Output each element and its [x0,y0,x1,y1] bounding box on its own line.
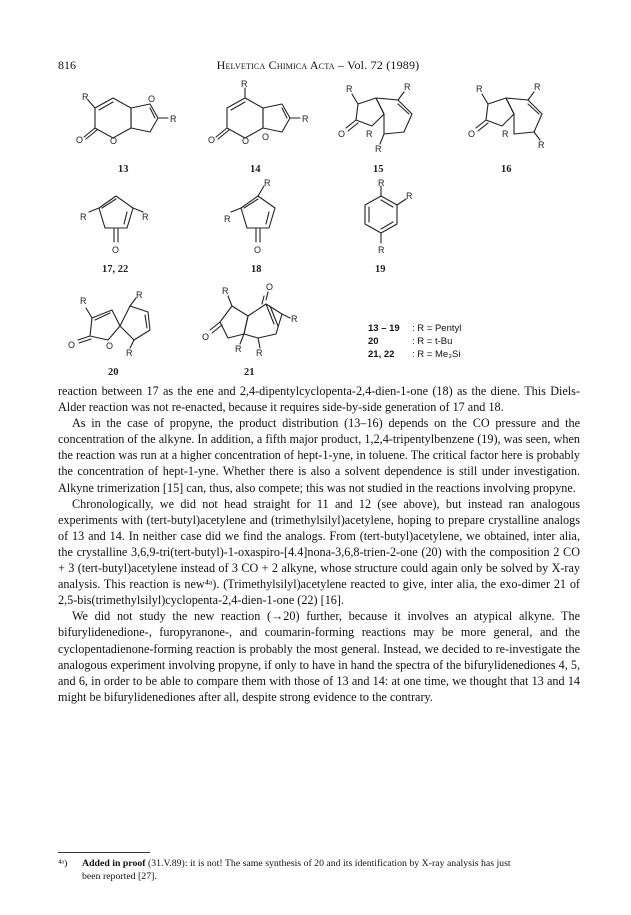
ring [263,104,290,132]
journal-volume: – Vol. 72 (1989) [337,58,420,72]
ring [486,98,514,126]
ring [241,196,275,228]
o-label: O [112,245,120,255]
r-label: R [404,82,411,92]
compound-label-16: 16 [501,164,512,175]
compound-label-13: 13 [118,164,129,175]
footnote-label: Added in proof [82,858,146,869]
ring [356,98,384,126]
legend-substituent: : R = Pentyl [412,323,462,334]
r-label: R [235,344,242,354]
r-label: R [291,314,298,324]
ring [365,196,397,233]
r-label: R [80,296,87,306]
compound-label-21: 21 [244,367,255,378]
legend-substituent: : R = Me₃Si [412,349,461,360]
r-label: R [406,191,413,201]
compound-label-14: 14 [250,164,261,175]
r-label: R [126,348,133,358]
r-label: R [224,214,231,224]
legend-row [368,348,461,361]
r-label: R [502,129,509,139]
ring [90,310,120,340]
o-label: O [68,340,76,350]
footnote-marker: ⁴ᵃ) [58,858,68,869]
r-label: R [538,140,545,150]
o-label: O [266,282,274,292]
o-label: O [148,94,156,104]
structure-21 [202,282,298,378]
r-label: R [82,92,89,102]
ring [227,98,263,138]
o-label: O [338,129,346,139]
compound-label-19: 19 [375,264,386,275]
footnote-date: (31.V.89): [147,858,188,869]
o-label: O [106,341,114,351]
substituent-legend [368,322,461,361]
o-label: O [254,245,262,255]
r-label: R [264,178,271,188]
r-label: R [241,79,248,89]
r-label: R [476,84,483,94]
structure-19 [365,178,413,275]
structure-15 [338,82,412,175]
legend-row [368,335,461,348]
legend-compounds: 13 – 19 [368,323,400,334]
paragraph: We did not study the new reaction (→20) further, because it involves an atypical alkyne. The bifurylidenedione-, furopyranone-, and coumarin-forming reactions may be more general, and the cyclopentadienone-forming reaction is probably the most general. Instead, we decided to re-investigate the analogous experiment involving propyne, if only to have in hand the spectra of the bifurylidenediones 4, 5, and 6, in order to be able to compare them with those of 13 and 14: at one time, we thought that 13 and 14 might be bifurylidenediones after all, despite strong evidence to the contrary. [58,609,580,704]
paragraph: reaction between 17 as the ene and 2,4-dipentylcyclopenta-2,4-dien-1-one (18) as the diene. This Diels-Alder reaction was not re-enacted, because it requires side-by-side generation of 17 and 18. [58,384,580,415]
r-label: R [170,114,177,124]
compound-label-17-22: 17, 22 [102,264,129,275]
o-label: O [262,132,270,142]
o-label: O [202,332,210,342]
o-label: O [110,136,118,146]
legend-compounds: 20 [368,336,379,347]
ring [120,306,150,340]
footnote-rule [58,852,150,853]
r-label: R [80,212,87,222]
structure-20 [68,290,150,378]
o-label: O [76,135,84,145]
footnote-text-continued: been reported [27]. [82,870,157,882]
r-label: R [302,114,309,124]
legend-compounds: 21, 22 [368,349,395,360]
r-label: R [222,286,229,296]
paragraph: As in the case of propyne, the product distribution (13–16) depends on the CO pressure and the concentration of the alkyne. In addition, a fifth major product, 1,2,4-tripentylbenzene (19), was seen, when the reaction was run at a higher concentration of hept-1-yne, in toluene. The critical factor here is probably the concentration of hept-1-yne. Whether there is also a solvent dependence is still under investigation. Alkyne trimerization [15] can, thus, also compete; this was not studied in the reactions involving propyne. [58,416,580,495]
journal-name: Helvetica Chimica Acta [216,58,335,72]
r-label: R [534,82,541,92]
compound-label-18: 18 [251,264,262,275]
structure-14 [208,79,309,175]
structure-17-22 [80,196,149,275]
r-label: R [136,290,143,300]
structure-18 [224,178,275,275]
r-label: R [366,129,373,139]
r-label: R [142,212,149,222]
o-label: O [208,135,216,145]
r-label: R [378,178,385,188]
ring [95,98,131,138]
page-number: 816 [58,58,76,72]
ring [99,196,133,228]
structures-scheme [0,0,631,380]
footnote [58,858,580,883]
r-label: R [346,84,353,94]
compound-label-20: 20 [108,367,119,378]
r-label: R [375,144,382,154]
compound-label-15: 15 [373,164,384,175]
structure-13 [76,92,177,175]
legend-row [368,322,461,335]
structure-16 [468,82,545,175]
r-label: R [378,245,385,255]
legend-substituent: : R = t-Bu [412,336,453,347]
o-label: O [242,136,250,146]
body-text [58,383,580,705]
o-label: O [468,129,476,139]
r-label: R [256,348,263,358]
paragraph: Chronologically, we did not head straight for 11 and 12 (see above), but instead ran analogous experiments with (tert-butyl)acetylene and (trimethylsilyl)acetylene, hoping to prepare crystalline analogs of 13 and 14. In neither case did we find the analogs. From (tert-butyl)acetylene, we obtained, inter alia, the crystalline 3,6,9-tri(tert-butyl)-1-oxaspiro-[4.4]nona-3,6,8-trien-2-one (20) with the composition 2 CO + 3 (tert-butyl)acetylene instead of 3 CO + 2 alkyne, whose structure could again only be solved by X-ray analysis. This reaction is new⁴ᵃ). (Trimethylsilyl)acetylene reacted to give, inter alia, the exo-dimer 21 of 2,5-bis(trimethylsilyl)cyclopenta-2,4-dien-1-one (22) [16]. [58,496,580,608]
footnote-text: it is not! The same synthesis of 20 and its identification by X-ray analysis has just [190,858,511,869]
ring [131,104,158,132]
